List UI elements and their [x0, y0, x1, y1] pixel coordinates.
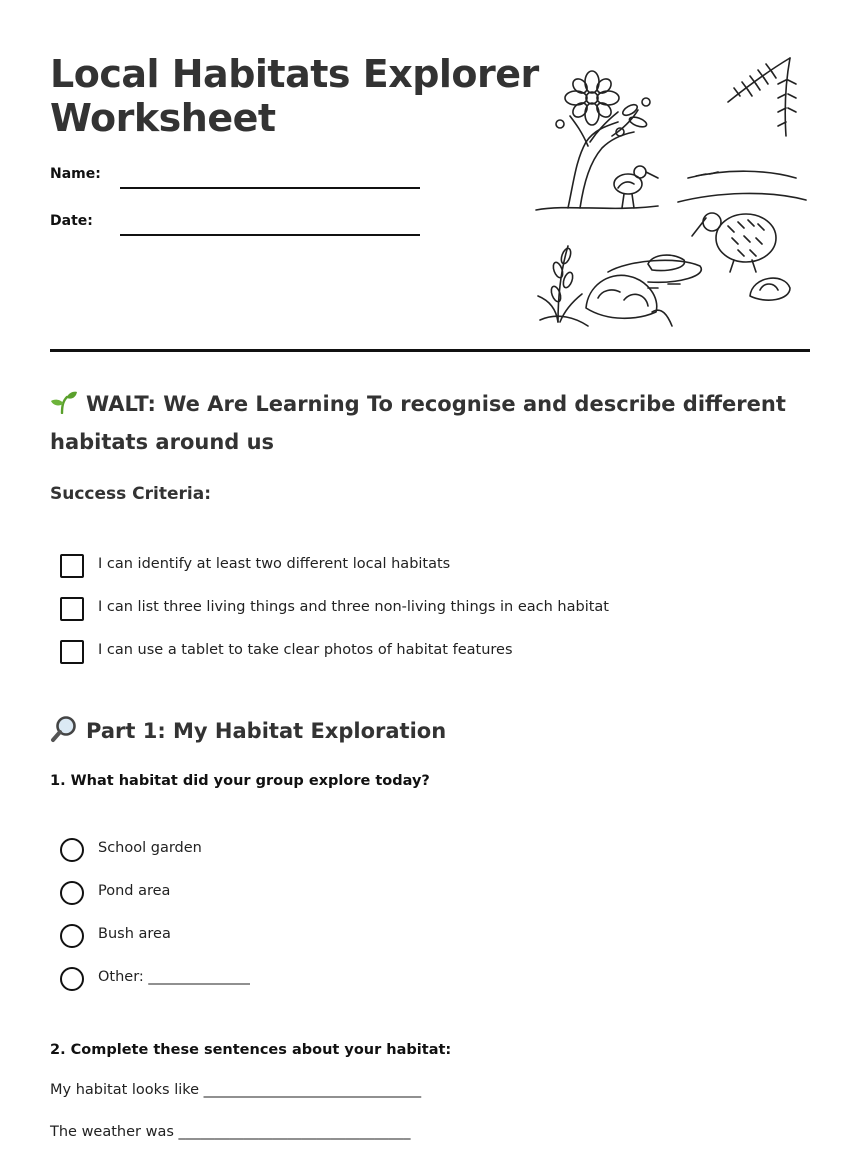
ground-line-drawing — [536, 171, 806, 210]
date-label: Date: — [50, 213, 93, 229]
walt-line-1: WALT: We Are Learning To recognise and describe different — [86, 392, 786, 416]
walt-line-2: habitats around us — [50, 430, 275, 454]
option-label: Pond area — [98, 883, 171, 899]
question-1: 1. What habitat did your group explore today? — [50, 773, 430, 789]
option-radio[interactable] — [60, 881, 84, 905]
option-radio[interactable] — [60, 967, 84, 991]
success-criteria-title: Success Criteria: — [50, 484, 212, 504]
option-radio[interactable] — [60, 838, 84, 862]
magnifying-glass-icon — [50, 715, 80, 743]
option-label: Bush area — [98, 926, 171, 942]
title-line-2: Worksheet — [50, 96, 276, 140]
option-label: School garden — [98, 840, 202, 856]
part1-heading — [50, 712, 810, 750]
criteria-checkbox[interactable] — [60, 554, 84, 578]
name-label: Name: — [50, 166, 101, 182]
title-line-1: Local Habitats Explorer — [50, 52, 539, 96]
criteria-label: I can identify at least two different local habitats — [98, 556, 451, 572]
criteria-label: I can use a tablet to take clear photos of habitat features — [98, 642, 513, 658]
option-label: Other: ______________ — [98, 969, 250, 985]
sentence-prompt[interactable]: My habitat looks like ______________________________ — [50, 1082, 422, 1098]
worksheet-title — [50, 52, 539, 140]
part1-title: Part 1: My Habitat Exploration — [86, 719, 447, 743]
question-2: 2. Complete these sentences about your habitat: — [50, 1042, 452, 1058]
pond-drawing — [608, 255, 701, 288]
option-radio[interactable] — [60, 924, 84, 948]
walt-heading — [50, 385, 810, 461]
habitat-sketch-illustration — [528, 50, 813, 335]
sentence-prompt[interactable]: The weather was ________________________________ — [50, 1124, 411, 1140]
criteria-label: I can list three living things and three non-living things in each habitat — [98, 599, 609, 615]
fern-drawing — [728, 58, 796, 136]
header-divider — [50, 349, 810, 352]
plant-drawing — [538, 246, 588, 326]
date-field[interactable] — [120, 234, 420, 236]
sprout-icon — [50, 390, 78, 414]
kiwi-drawing — [692, 213, 776, 272]
name-field[interactable] — [120, 187, 420, 189]
criteria-checkbox[interactable] — [60, 640, 84, 664]
bird-drawing — [614, 166, 658, 208]
criteria-checkbox[interactable] — [60, 597, 84, 621]
rocks-drawing — [586, 275, 790, 326]
